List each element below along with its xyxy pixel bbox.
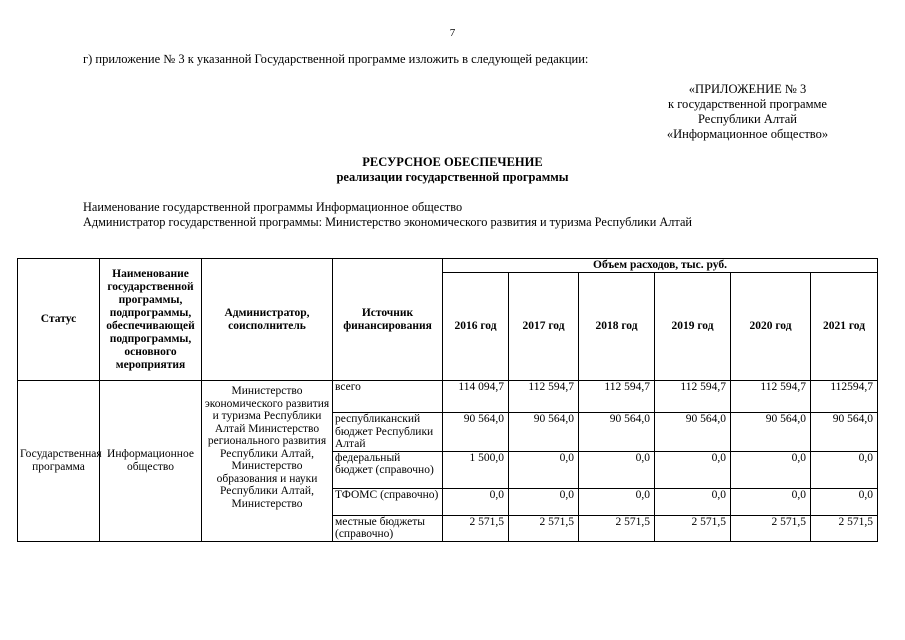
header-status: Статус — [18, 259, 100, 381]
value-cell: 112594,7 — [811, 381, 878, 413]
value-cell: 0,0 — [731, 451, 811, 488]
value-cell: 112 594,7 — [579, 381, 655, 413]
header-year: 2020 год — [731, 273, 811, 381]
status-cell: Государственная программа — [18, 381, 100, 542]
value-cell: 90 564,0 — [655, 413, 731, 452]
administrators-cell: Министерство экономического развития и туризма Республики Алтай Министерство регионального развития Республики Алтай, Министерство образования и науки Республики Алтай, Министерство — [202, 381, 333, 542]
value-cell: 112 594,7 — [731, 381, 811, 413]
source-cell: всего — [333, 381, 443, 413]
header-year: 2019 год — [655, 273, 731, 381]
value-cell: 0,0 — [509, 451, 579, 488]
value-cell: 90 564,0 — [443, 413, 509, 452]
value-cell: 2 571,5 — [811, 515, 878, 541]
document-title — [0, 155, 905, 185]
value-cell: 2 571,5 — [443, 515, 509, 541]
header-admin: Администратор, соисполнитель — [202, 259, 333, 381]
value-cell: 0,0 — [655, 488, 731, 515]
source-cell: ТФОМС (справочно) — [333, 488, 443, 515]
appendix-line: «Информационное общество» — [666, 127, 829, 141]
program-meta — [83, 200, 692, 230]
value-cell: 112 594,7 — [509, 381, 579, 413]
title-line-2: реализации государственной программы — [336, 170, 569, 184]
value-cell: 0,0 — [579, 451, 655, 488]
source-cell: местные бюджеты (справочно) — [333, 515, 443, 541]
header-year: 2016 год — [443, 273, 509, 381]
title-line-1: РЕСУРСНОЕ ОБЕСПЕЧЕНИЕ — [362, 155, 543, 169]
value-cell: 2 571,5 — [655, 515, 731, 541]
source-cell: республиканский бюджет Республики Алтай — [333, 413, 443, 452]
appendix-line: Республики Алтай — [698, 112, 797, 126]
program-administrator: Администратор государственной программы: Министерство экономического развития и туризма Республики Алтай — [83, 215, 692, 229]
resource-table — [17, 258, 878, 542]
header-year: 2021 год — [811, 273, 878, 381]
header-year: 2017 год — [509, 273, 579, 381]
value-cell: 2 571,5 — [579, 515, 655, 541]
table-row — [18, 381, 878, 413]
header-source: Источник финансирования — [333, 259, 443, 381]
value-cell: 0,0 — [731, 488, 811, 515]
program-cell: Информационное общество — [100, 381, 202, 542]
header-year: 2018 год — [579, 273, 655, 381]
value-cell: 90 564,0 — [579, 413, 655, 452]
value-cell: 2 571,5 — [731, 515, 811, 541]
page-number: 7 — [449, 27, 456, 39]
value-cell: 114 094,7 — [443, 381, 509, 413]
value-cell: 0,0 — [443, 488, 509, 515]
program-name: Наименование государственной программы Информационное общество — [83, 200, 463, 214]
value-cell: 0,0 — [655, 451, 731, 488]
source-cell: федеральный бюджет (справочно) — [333, 451, 443, 488]
appendix-line: к государственной программе — [668, 97, 827, 111]
value-cell: 90 564,0 — [509, 413, 579, 452]
value-cell: 0,0 — [509, 488, 579, 515]
value-cell: 2 571,5 — [509, 515, 579, 541]
header-name: Наименование государственной программы, подпрограммы, обеспечивающей подпрограммы, основного мероприятия — [100, 259, 202, 381]
value-cell: 0,0 — [579, 488, 655, 515]
value-cell: 1 500,0 — [443, 451, 509, 488]
appendix-line: «ПРИЛОЖЕНИЕ № 3 — [688, 82, 807, 96]
value-cell: 0,0 — [811, 488, 878, 515]
value-cell: 90 564,0 — [731, 413, 811, 452]
value-cell: 0,0 — [811, 451, 878, 488]
appendix-heading — [640, 82, 855, 142]
resource-table-container — [17, 258, 878, 542]
header-volume: Объем расходов, тыс. руб. — [443, 259, 878, 273]
intro-text: г) приложение № 3 к указанной Государственной программе изложить в следующей редакции: — [83, 52, 589, 66]
value-cell: 90 564,0 — [811, 413, 878, 452]
value-cell: 112 594,7 — [655, 381, 731, 413]
header-row — [18, 259, 878, 273]
